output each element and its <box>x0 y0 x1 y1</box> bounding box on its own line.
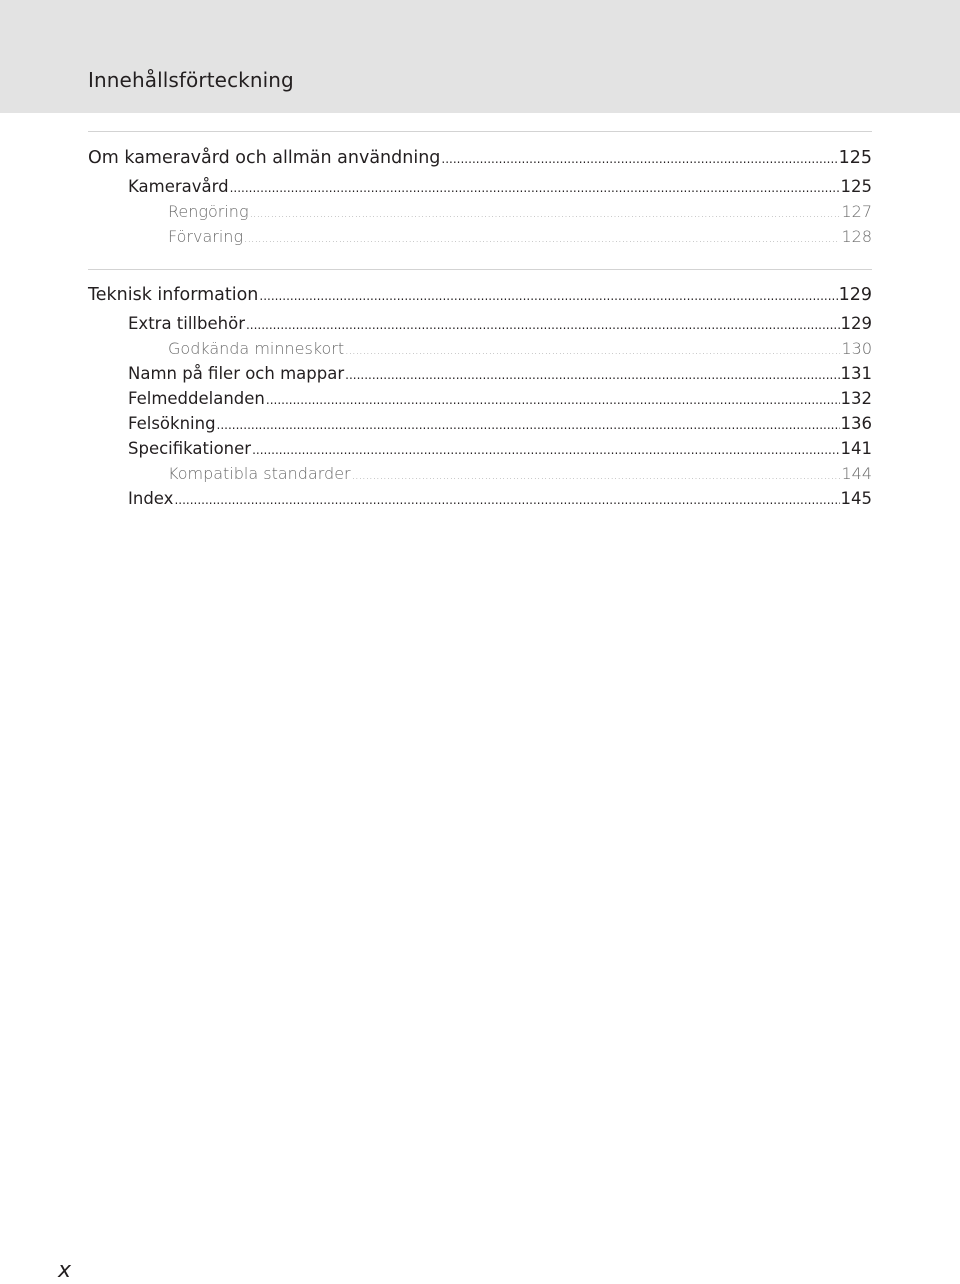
dot-leader <box>252 438 839 463</box>
toc-section-care <box>88 131 872 249</box>
dot-leader <box>345 363 839 388</box>
dot-leader <box>266 388 840 413</box>
dot-leader <box>246 313 840 338</box>
toc-entry-label: Rengöring <box>168 202 249 221</box>
toc-entry-label: Extra tillbehör <box>128 314 245 333</box>
toc-entry-page: 145 <box>840 489 872 508</box>
toc-entry-label: Namn på filer och mappar <box>128 364 345 383</box>
toc-entry-camera-care-general[interactable] <box>88 143 872 174</box>
toc-entry-felmeddelanden[interactable] <box>88 386 872 411</box>
toc-entry-technical-information[interactable] <box>88 280 872 311</box>
toc-entry-page: 125 <box>838 148 872 168</box>
dot-leader <box>250 201 841 226</box>
toc-entry-page: 132 <box>840 389 872 408</box>
toc-entry-label: Felmeddelanden <box>128 389 265 408</box>
toc-entry-label: Kameravård <box>128 177 229 196</box>
toc-entry-page: 130 <box>841 339 872 358</box>
page-title: Innehållsförteckning <box>88 68 294 92</box>
toc-entry-page: 141 <box>840 439 872 458</box>
toc-entry-page: 144 <box>841 464 872 483</box>
dot-leader <box>352 463 841 488</box>
toc-entry-page: 125 <box>840 177 872 196</box>
toc-entry-specifikationer[interactable] <box>88 436 872 461</box>
dot-leader <box>217 413 840 438</box>
toc-entry-label: Teknisk information <box>88 285 259 305</box>
dot-leader <box>259 281 837 312</box>
toc-entry-label: Förvaring <box>168 227 244 246</box>
toc-entry-page: 131 <box>840 364 872 383</box>
toc-section-technical <box>88 269 872 511</box>
toc-entry-page: 129 <box>840 314 872 333</box>
dot-leader <box>174 488 839 513</box>
toc-entry-label: Om kameravård och allmän användning <box>88 148 441 168</box>
toc-entry-namn-pa-filer[interactable] <box>88 361 872 386</box>
toc-entry-index[interactable] <box>88 486 872 511</box>
toc-entry-label: Godkända minneskort <box>168 339 345 358</box>
toc-entry-page: 129 <box>838 285 872 305</box>
dot-leader <box>244 226 840 251</box>
toc-entry-label: Kompatibla standarder <box>168 464 351 483</box>
toc-entry-felsokning[interactable] <box>88 411 872 436</box>
table-of-contents <box>88 131 872 511</box>
toc-entry-label: Specifikationer <box>128 439 252 458</box>
toc-entry-label: Index <box>128 489 174 508</box>
toc-entry-kameravard[interactable] <box>88 174 872 199</box>
dot-leader <box>345 338 840 363</box>
toc-entry-extra-tillbehor[interactable] <box>88 311 872 336</box>
toc-entry-page: 136 <box>840 414 872 433</box>
toc-entry-rengoring[interactable] <box>88 199 872 224</box>
header-band <box>0 0 960 113</box>
dot-leader <box>230 176 840 201</box>
dot-leader <box>441 144 837 175</box>
toc-entry-page: 128 <box>841 227 872 246</box>
toc-entry-kompatibla-standarder[interactable] <box>88 461 872 486</box>
toc-entry-forvaring[interactable] <box>88 224 872 249</box>
toc-entry-godkanda-minneskort[interactable] <box>88 336 872 361</box>
toc-entry-label: Felsökning <box>128 414 216 433</box>
page-number: x <box>58 1258 72 1283</box>
toc-entry-page: 127 <box>841 202 872 221</box>
